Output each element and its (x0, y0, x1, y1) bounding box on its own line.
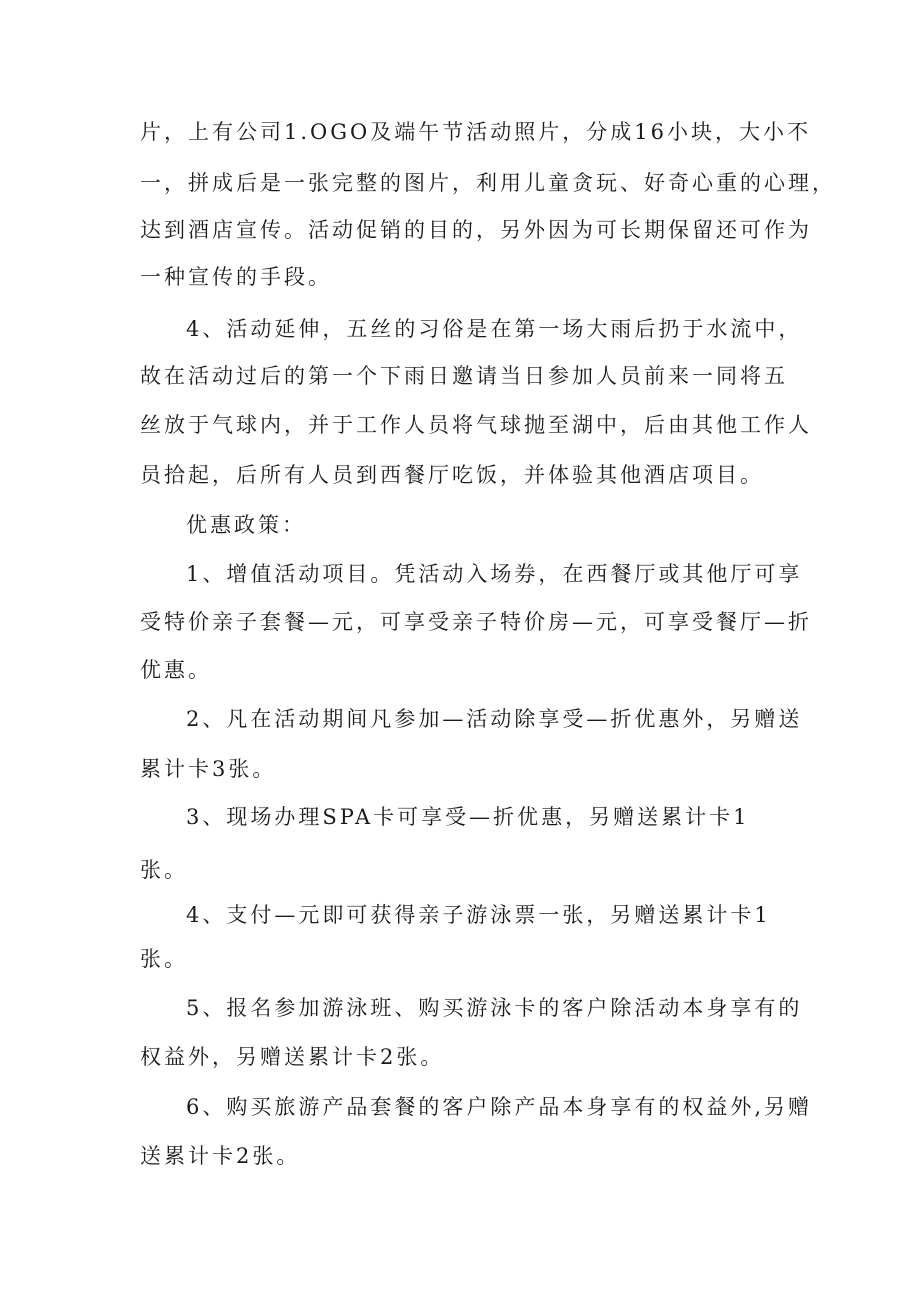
text-line: 累计卡3张。 (140, 757, 277, 781)
text-line: 受特价亲子套餐—元，可享受亲子特价房—元，可享受餐厅—折 (140, 610, 812, 634)
text-line: 6、购买旅游产品套餐的客户除产品本身享有的权益外,另赠 (186, 1095, 813, 1119)
text-line: 一种宣传的手段。 (140, 265, 332, 289)
text-line: 员拾起，后所有人员到西餐厅吃饭，并体验其他酒店项目。 (140, 463, 764, 487)
text-line: 丝放于气球内，并于工作人员将气球抛至湖中，后由其他工作人 (140, 413, 812, 437)
text-line: 优惠。 (140, 658, 212, 682)
text-line: 张。 (140, 947, 188, 971)
text-line: 张。 (140, 858, 188, 882)
text-line: 达到酒店宣传。活动促销的目的，另外因为可长期保留还可作为 (140, 218, 812, 242)
text-line: 片，上有公司1.OGO及端午节活动照片，分成16小块，大小不 (140, 120, 811, 144)
text-line: 5、报名参加游泳班、购买游泳卡的客户除活动本身享有的 (186, 996, 803, 1020)
text-line: 2、凡在活动期间凡参加—活动除享受—折优惠外，另赠送 (186, 707, 803, 731)
text-line: 权益外，另赠送累计卡2张。 (140, 1045, 445, 1069)
section-heading: 优惠政策： (186, 513, 306, 537)
text-line: 故在活动过后的第一个下雨日邀请当日参加人员前来一同将五 (140, 364, 788, 388)
text-line: 1、增值活动项目。凭活动入场券，在西餐厅或其他厅可享 (186, 562, 803, 586)
text-line: 一，拼成后是一张完整的图片，利用儿童贪玩、好奇心重的心理， (140, 171, 836, 195)
text-line: 送累计卡2张。 (140, 1144, 301, 1168)
text-line: 4、支付—元即可获得亲子游泳票一张，另赠送累计卡1 (186, 903, 771, 927)
text-line: 4、活动延伸，五丝的习俗是在第一场大雨后扔于水流中， (186, 317, 803, 341)
text-line: 3、现场办理SPA卡可享受—折优惠，另赠送累计卡1 (186, 805, 750, 829)
